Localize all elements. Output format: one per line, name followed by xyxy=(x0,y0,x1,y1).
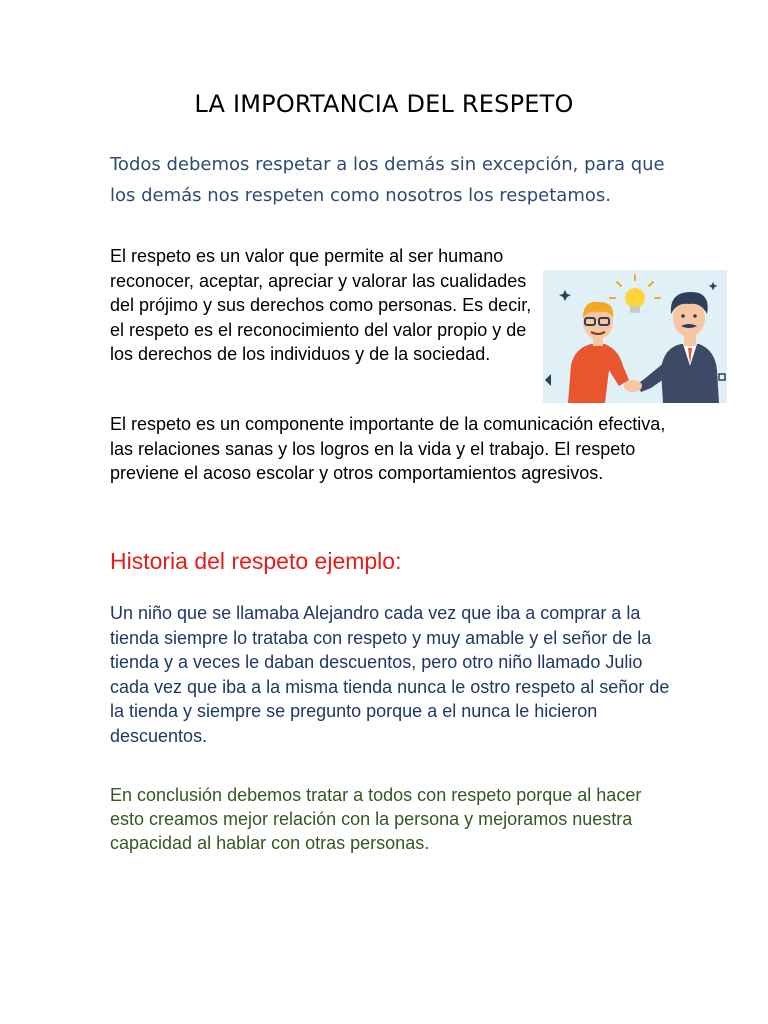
history-heading: Historia del respeto ejemplo: xyxy=(110,548,402,574)
respect-definition-paragraph: El respeto es un valor que permite al ser humano reconocer, aceptar, apreciar y valorar las cualidades del prójimo y sus derechos como personas. Es decir, el respeto es el reconocimiento del valor propio y de los derechos de los individuos y de la sociedad. xyxy=(110,246,532,364)
lightbulb-icon xyxy=(610,275,660,313)
intro-paragraph: Todos debemos respetar a los demás sin excepción, para que los demás nos respeten como nosotros los respetamos. xyxy=(110,154,665,206)
respect-importance-paragraph: El respeto es un componente importante de la comunicación efectiva, las relaciones sanas y los logros en la vida y el trabajo. El respeto previene el acoso escolar y otros comportamientos agresivos. xyxy=(110,414,666,483)
story-paragraph: Un niño que se llamaba Alejandro cada vez que iba a comprar a la tienda siempre lo trataba con respeto y muy amable y el señor de la tienda y a veces le daban descuentos, pero otro niño llamado Julio cada vez que iba a la misma tienda nunca le ostro respeto al señor de la tienda y siempre se pregunto porque a el nunca le hicieron descuentos. xyxy=(110,603,670,746)
page-title: LA IMPORTANCIA DEL RESPETO xyxy=(194,90,574,118)
arrow-icon xyxy=(545,374,551,386)
conclusion-paragraph: En conclusión debemos tratar a todos con respeto porque al hacer esto creamos mejor relación con la persona y mejoramos nuestra capacidad al hablar con otras personas. xyxy=(110,785,642,853)
handshake-illustration xyxy=(543,270,727,403)
